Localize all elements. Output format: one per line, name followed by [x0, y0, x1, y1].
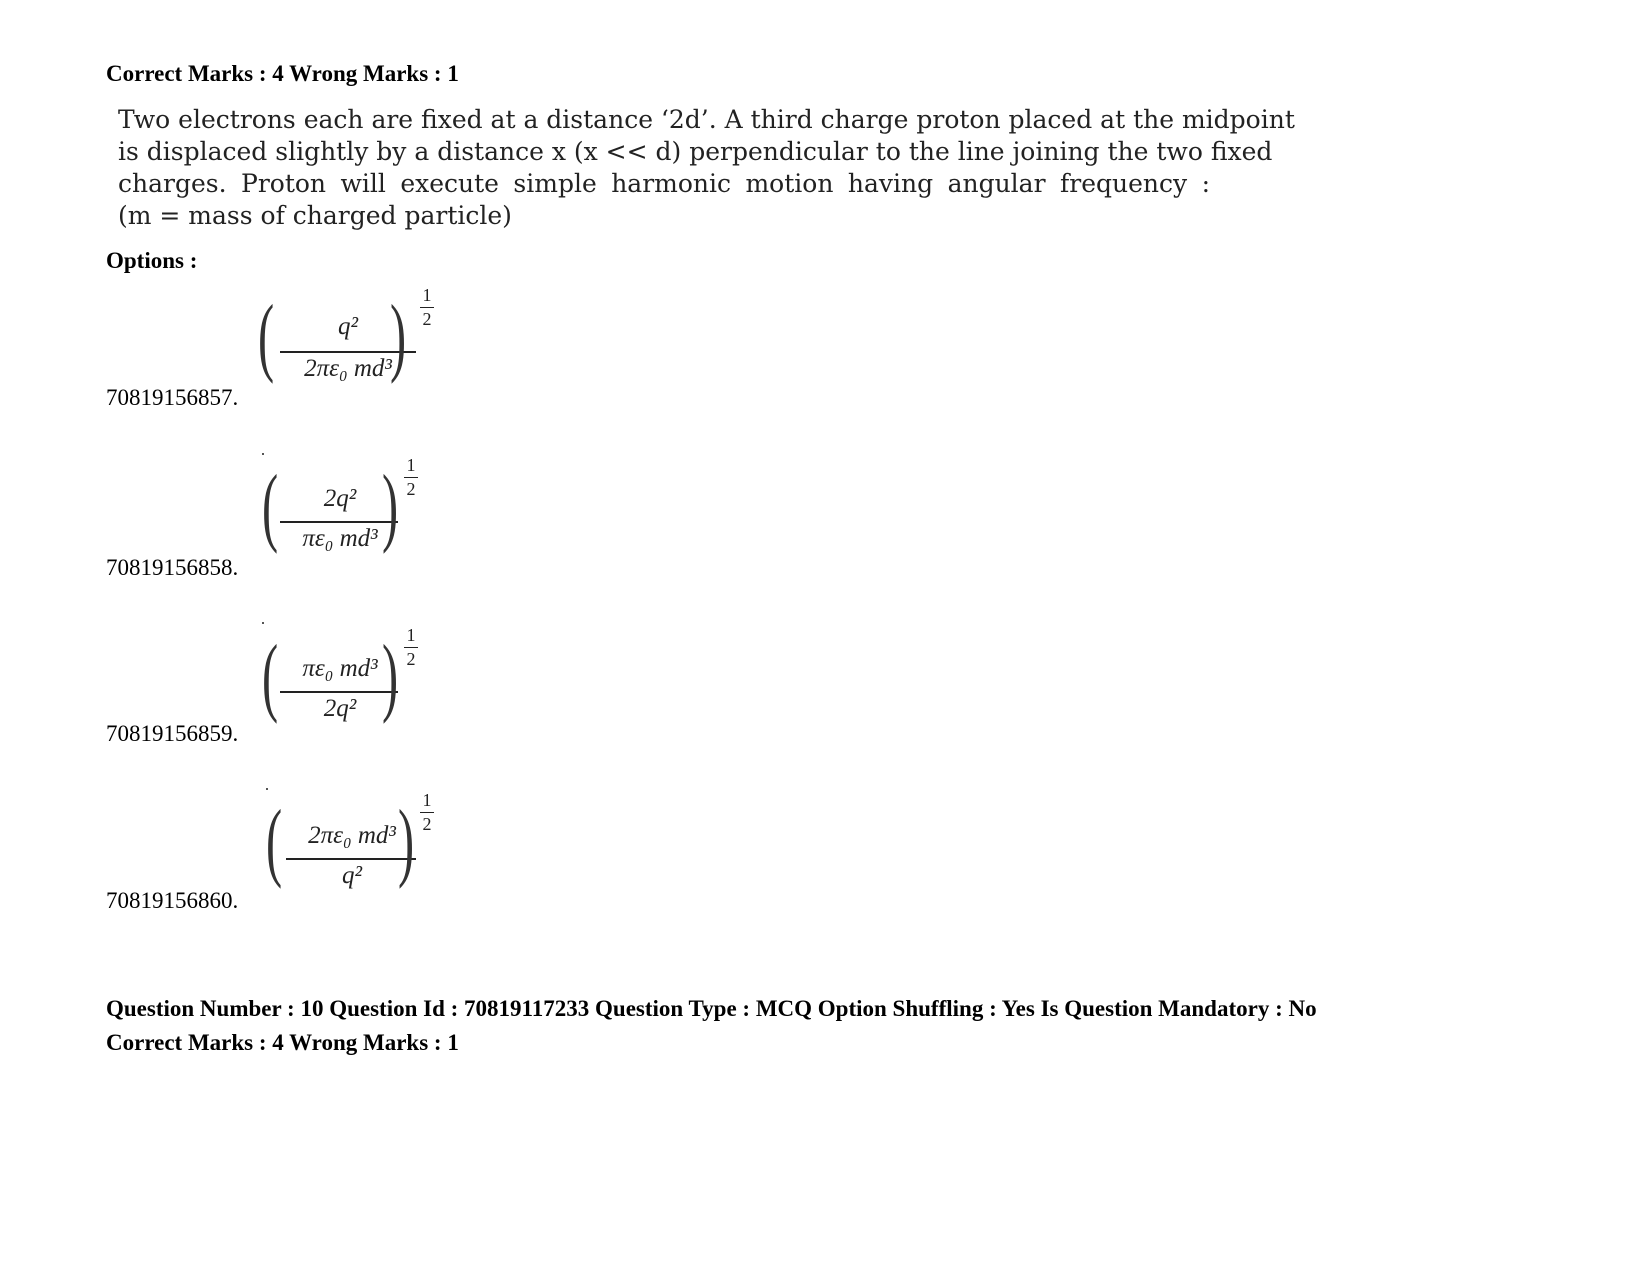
fraction-denominator: q²: [342, 862, 362, 889]
right-paren: ): [382, 458, 399, 555]
fraction-bar: [280, 691, 398, 693]
question-text: [118, 104, 1295, 232]
fraction-numerator: 2πε₀ md³: [308, 822, 396, 849]
exponent: 1 2: [420, 790, 434, 835]
fraction-bar: [286, 858, 416, 860]
fraction-denominator: 2πε₀ md³: [304, 355, 392, 382]
fraction-numerator: πε₀ md³: [302, 655, 378, 682]
fraction-numerator: q²: [338, 313, 358, 340]
question-line: (m = mass of charged particle): [118, 201, 512, 230]
question-line: charges. Proton will execute simple harmonic motion having angular frequency :: [118, 169, 1210, 198]
question-line: is displaced slightly by a distance x (x << d) perpendicular to the line joining the two fixed: [118, 137, 1273, 166]
fraction-bar: [280, 521, 398, 523]
question-info-line: Question Number : 10 Question Id : 70819117233 Question Type : MCQ Option Shuffling : Yes Is Question Mandatory : No: [106, 996, 1317, 1021]
fraction-denominator: πε₀ md³: [302, 525, 378, 552]
options-heading: Options :: [106, 248, 198, 273]
question-line: Two electrons each are fixed at a distance ‘2d’. A third charge proton placed at the midpoint: [118, 105, 1295, 134]
left-paren: (: [266, 793, 283, 890]
right-paren: ): [390, 288, 407, 385]
left-paren: (: [262, 628, 279, 725]
right-paren: ): [398, 793, 415, 890]
exponent: 1 2: [420, 285, 434, 330]
fraction-denominator: 2q²: [323, 695, 357, 722]
option-formula[interactable]: [262, 455, 422, 570]
fraction-numerator: 2q²: [323, 485, 357, 512]
exponent: 1 2: [404, 455, 418, 500]
left-paren: (: [258, 288, 275, 385]
exponent: 1 2: [404, 625, 418, 670]
option-formula[interactable]: [266, 790, 446, 905]
left-paren: (: [262, 458, 279, 555]
scan-dot: [262, 622, 264, 624]
option-id[interactable]: 70819156859.: [106, 721, 239, 746]
correct-wrong-marks: Correct Marks : 4 Wrong Marks : 1: [106, 61, 459, 86]
option-id[interactable]: 70819156858.: [106, 555, 239, 580]
option-formula[interactable]: [258, 285, 438, 400]
correct-wrong-marks-next: Correct Marks : 4 Wrong Marks : 1: [106, 1030, 459, 1055]
right-paren: ): [382, 628, 399, 725]
option-id[interactable]: 70819156860.: [106, 888, 239, 913]
option-formula[interactable]: [262, 625, 422, 740]
option-id[interactable]: 70819156857.: [106, 385, 239, 410]
